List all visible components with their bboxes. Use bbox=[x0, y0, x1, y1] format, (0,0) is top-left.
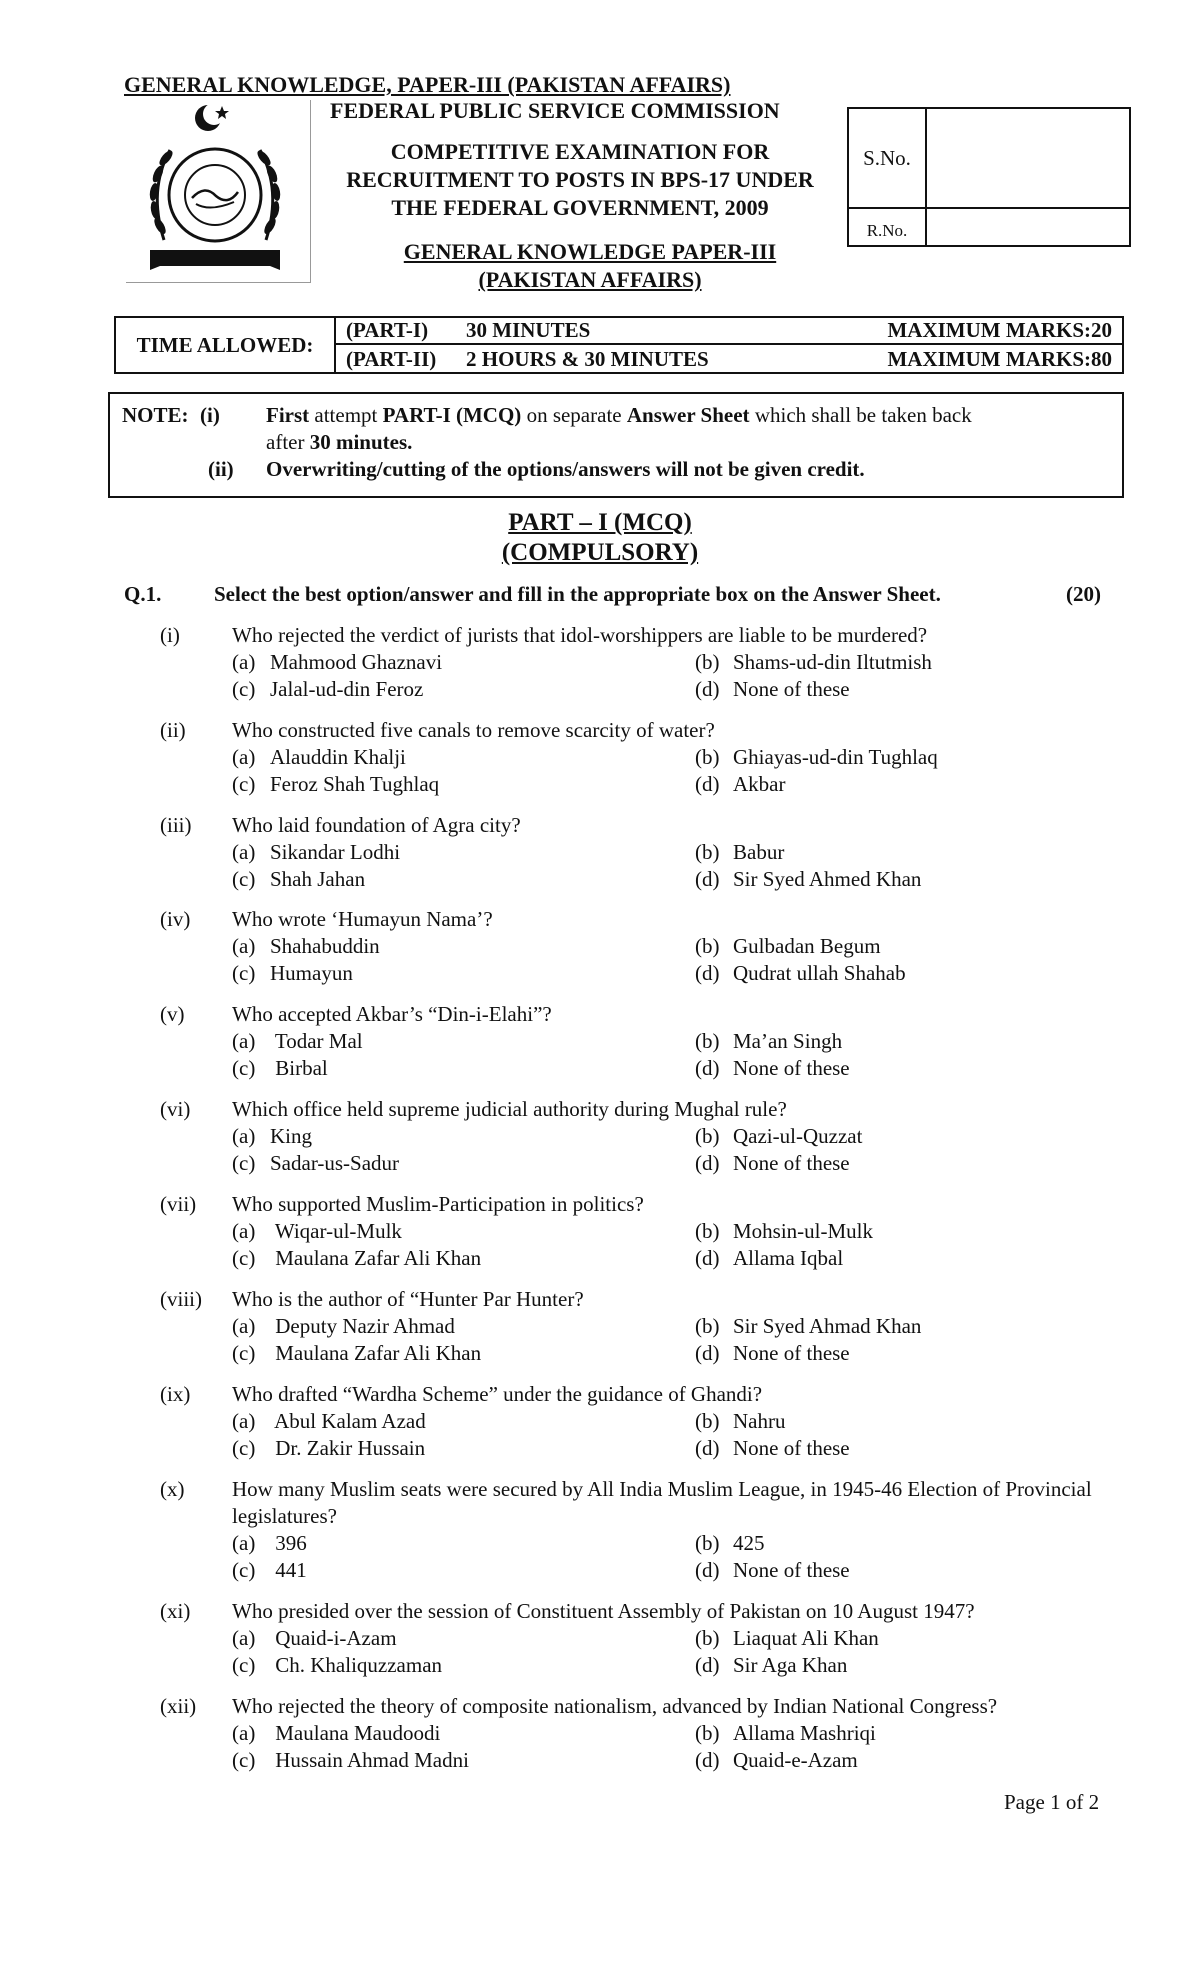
time-allowed-table bbox=[114, 316, 1124, 374]
option-letter: (d) bbox=[695, 1748, 720, 1772]
question-roman-numeral: (viii) bbox=[160, 1287, 202, 1311]
option-letter: (a) bbox=[232, 1124, 256, 1148]
option-text: Nahru bbox=[733, 1409, 786, 1433]
time-duration: 2 HOURS & 30 MINUTES bbox=[466, 347, 709, 371]
option-a bbox=[232, 649, 442, 676]
option-letter: (b) bbox=[695, 1721, 720, 1745]
part-title bbox=[0, 508, 1200, 568]
option-text: Humayun bbox=[270, 961, 353, 985]
question-roman-numeral: (i) bbox=[160, 623, 180, 647]
option-letter: (a) bbox=[232, 745, 256, 769]
option-c bbox=[232, 1652, 442, 1679]
option-text: 396 bbox=[270, 1531, 307, 1555]
option-text: Allama Iqbal bbox=[733, 1246, 844, 1270]
option-letter: (d) bbox=[695, 1436, 720, 1460]
note-item-1: First attempt PART-I (MCQ) on separate Answer Sheet which shall be taken back bbox=[266, 403, 972, 427]
option-a bbox=[232, 744, 406, 771]
option-letter: (b) bbox=[695, 1219, 720, 1243]
option-c bbox=[232, 866, 365, 893]
question-text: Who laid foundation of Agra city? bbox=[232, 813, 521, 837]
question-marks: (20) bbox=[1066, 582, 1101, 606]
option-letter: (b) bbox=[695, 934, 720, 958]
option-b bbox=[695, 1530, 765, 1557]
comp-line-2: RECRUITMENT TO POSTS IN BPS-17 UNDER bbox=[346, 167, 814, 192]
question-roman-numeral: (vii) bbox=[160, 1192, 197, 1216]
option-d bbox=[695, 676, 850, 703]
option-a bbox=[232, 1218, 402, 1245]
option-letter: (d) bbox=[695, 772, 720, 796]
question-text: How many Muslim seats were secured by All India Muslim League, in 1945-46 Election of Provincial legislatures? bbox=[232, 1477, 1092, 1528]
option-c bbox=[232, 1245, 481, 1272]
option-letter: (a) bbox=[232, 650, 256, 674]
option-letter: (b) bbox=[695, 1029, 720, 1053]
option-text: Quaid-e-Azam bbox=[733, 1748, 858, 1772]
option-letter: (a) bbox=[232, 1314, 256, 1338]
option-text: Alauddin Khalji bbox=[270, 745, 406, 769]
question-text: Who constructed five canals to remove scarcity of water? bbox=[232, 718, 715, 742]
option-text: Sir Syed Ahmad Khan bbox=[733, 1314, 922, 1338]
option-letter: (c) bbox=[232, 1748, 256, 1772]
option-letter: (a) bbox=[232, 1409, 256, 1433]
question-text: Who rejected the verdict of jurists that idol-worshippers are liable to be murdered? bbox=[232, 623, 928, 647]
option-text: 441 bbox=[270, 1558, 307, 1582]
option-letter: (d) bbox=[695, 1653, 720, 1677]
option-b bbox=[695, 744, 938, 771]
question-roman-numeral: (xi) bbox=[160, 1599, 191, 1623]
note-item-number: (ii) bbox=[208, 457, 234, 481]
option-text: Gulbadan Begum bbox=[733, 934, 881, 958]
option-b bbox=[695, 1625, 879, 1652]
option-a bbox=[232, 1028, 363, 1055]
option-text: Shah Jahan bbox=[270, 867, 366, 891]
option-letter: (a) bbox=[232, 1626, 256, 1650]
question-roman-numeral: (xii) bbox=[160, 1694, 197, 1718]
roll-number-label: R.No. bbox=[849, 209, 927, 245]
note-label: NOTE: bbox=[122, 403, 189, 427]
option-b bbox=[695, 839, 784, 866]
option-text: Quaid-i-Azam bbox=[270, 1626, 397, 1650]
option-a bbox=[232, 839, 400, 866]
time-max-marks: MAXIMUM MARKS:80 bbox=[887, 347, 1112, 371]
option-letter: (c) bbox=[232, 1558, 256, 1582]
serial-number-label: S.No. bbox=[849, 109, 927, 209]
question-roman-numeral: (v) bbox=[160, 1002, 185, 1026]
option-text: Mohsin-ul-Mulk bbox=[733, 1219, 874, 1243]
option-b bbox=[695, 649, 932, 676]
option-text: Wiqar-ul-Mulk bbox=[270, 1219, 402, 1243]
note-item-2: Overwriting/cutting of the options/answers will not be given credit. bbox=[266, 457, 865, 481]
fpsc-emblem-icon bbox=[130, 100, 300, 278]
option-b bbox=[695, 1720, 876, 1747]
option-c bbox=[232, 1150, 399, 1177]
question-roman-numeral: (ix) bbox=[160, 1382, 191, 1406]
question-roman-numeral: (x) bbox=[160, 1477, 185, 1501]
option-letter: (a) bbox=[232, 1219, 256, 1243]
time-row bbox=[336, 346, 1122, 373]
option-letter: (d) bbox=[695, 1151, 720, 1175]
option-a bbox=[232, 1625, 397, 1652]
option-b bbox=[695, 1408, 785, 1435]
commission-name: FEDERAL PUBLIC SERVICE COMMISSION bbox=[330, 98, 780, 123]
option-text: Liaquat Ali Khan bbox=[733, 1626, 879, 1650]
option-text: Babur bbox=[733, 840, 785, 864]
serial-roll-box bbox=[847, 107, 1131, 247]
option-text: Todar Mal bbox=[270, 1029, 363, 1053]
option-letter: (d) bbox=[695, 1341, 720, 1365]
option-text: Sadar-us-Sadur bbox=[270, 1151, 400, 1175]
option-a bbox=[232, 1530, 307, 1557]
option-text: Maulana Zafar Ali Khan bbox=[270, 1246, 482, 1270]
option-letter: (b) bbox=[695, 1531, 720, 1555]
option-letter: (b) bbox=[695, 840, 720, 864]
question-text: Which office held supreme judicial authority during Mughal rule? bbox=[232, 1097, 787, 1121]
option-text: Abul Kalam Azad bbox=[270, 1409, 426, 1433]
option-letter: (c) bbox=[232, 1436, 256, 1460]
time-part: (PART-I) bbox=[346, 318, 429, 342]
option-text: None of these bbox=[733, 1056, 850, 1080]
option-text: Hussain Ahmad Madni bbox=[270, 1748, 469, 1772]
option-d bbox=[695, 1055, 850, 1082]
option-c bbox=[232, 1340, 481, 1367]
option-d bbox=[695, 771, 785, 798]
option-letter: (a) bbox=[232, 1531, 256, 1555]
question-roman-numeral: (iv) bbox=[160, 907, 191, 931]
question-text: Who wrote ‘Humayun Nama’? bbox=[232, 907, 493, 931]
question-text: Who rejected the theory of composite nationalism, advanced by Indian National Congress? bbox=[232, 1694, 998, 1718]
option-c bbox=[232, 1055, 328, 1082]
option-text: Feroz Shah Tughlaq bbox=[270, 772, 440, 796]
option-text: None of these bbox=[733, 677, 850, 701]
option-text: 425 bbox=[733, 1531, 765, 1555]
option-letter: (b) bbox=[695, 1626, 720, 1650]
time-part: (PART-II) bbox=[346, 347, 437, 371]
option-text: Shahabuddin bbox=[270, 934, 380, 958]
option-b bbox=[695, 1218, 873, 1245]
option-text: Ch. Khaliquzzaman bbox=[270, 1653, 443, 1677]
fpsc-logo-frame bbox=[126, 100, 311, 283]
option-c bbox=[232, 960, 353, 987]
comp-line-1: COMPETITIVE EXAMINATION FOR bbox=[390, 139, 770, 164]
main-heading: GENERAL KNOWLEDGE, PAPER-III (PAKISTAN AFFAIRS) bbox=[124, 72, 731, 97]
option-letter: (c) bbox=[232, 1056, 256, 1080]
option-text: Shams-ud-din Iltutmish bbox=[733, 650, 932, 674]
competitive-exam-heading bbox=[320, 138, 840, 222]
paper-line-2: (PAKISTAN AFFAIRS) bbox=[478, 267, 702, 292]
option-d bbox=[695, 1245, 843, 1272]
option-d bbox=[695, 1557, 850, 1584]
note-item-1-continued: after 30 minutes. bbox=[266, 430, 413, 454]
question-text: Who drafted “Wardha Scheme” under the guidance of Ghandi? bbox=[232, 1382, 763, 1406]
question-text: Who presided over the session of Constituent Assembly of Pakistan on 10 August 1947? bbox=[232, 1599, 975, 1623]
option-c bbox=[232, 1557, 307, 1584]
option-letter: (a) bbox=[232, 840, 256, 864]
option-letter: (c) bbox=[232, 772, 256, 796]
question-text: Who accepted Akbar’s “Din-i-Elahi”? bbox=[232, 1002, 552, 1026]
option-text: Sikandar Lodhi bbox=[270, 840, 401, 864]
page-number: Page 1 of 2 bbox=[1004, 1790, 1100, 1814]
question-text: Who supported Muslim-Participation in politics? bbox=[232, 1192, 644, 1216]
option-text: Dr. Zakir Hussain bbox=[270, 1436, 426, 1460]
note-box bbox=[108, 392, 1124, 498]
option-letter: (d) bbox=[695, 1246, 720, 1270]
part-title-line-2: (COMPULSORY) bbox=[501, 539, 699, 566]
question-roman-numeral: (vi) bbox=[160, 1097, 191, 1121]
option-d bbox=[695, 960, 906, 987]
option-text: Allama Mashriqi bbox=[733, 1721, 876, 1745]
option-letter: (a) bbox=[232, 1721, 256, 1745]
comp-line-3: THE FEDERAL GOVERNMENT, 2009 bbox=[391, 195, 769, 220]
option-text: Sir Syed Ahmed Khan bbox=[733, 867, 922, 891]
option-d bbox=[695, 1747, 858, 1774]
option-text: None of these bbox=[733, 1151, 850, 1175]
option-letter: (b) bbox=[695, 1314, 720, 1338]
option-letter: (d) bbox=[695, 1558, 720, 1582]
option-c bbox=[232, 676, 423, 703]
paper-title bbox=[330, 238, 850, 294]
option-d bbox=[695, 1435, 850, 1462]
option-letter: (d) bbox=[695, 1056, 720, 1080]
option-letter: (c) bbox=[232, 1151, 256, 1175]
option-a bbox=[232, 1408, 426, 1435]
option-text: Ghiayas-ud-din Tughlaq bbox=[733, 745, 938, 769]
option-b bbox=[695, 1123, 862, 1150]
serial-number-field[interactable] bbox=[927, 109, 1129, 209]
option-text: King bbox=[270, 1124, 312, 1148]
option-d bbox=[695, 1652, 847, 1679]
option-letter: (b) bbox=[695, 745, 720, 769]
paper-line-1: GENERAL KNOWLEDGE PAPER-III bbox=[403, 239, 777, 264]
time-row bbox=[336, 318, 1122, 345]
question-roman-numeral: (ii) bbox=[160, 718, 186, 742]
time-duration: 30 MINUTES bbox=[466, 318, 591, 342]
option-a bbox=[232, 1313, 455, 1340]
option-d bbox=[695, 1340, 850, 1367]
option-d bbox=[695, 1150, 850, 1177]
option-b bbox=[695, 1313, 921, 1340]
option-text: Deputy Nazir Ahmad bbox=[270, 1314, 455, 1338]
option-text: None of these bbox=[733, 1436, 850, 1460]
option-text: Ma’an Singh bbox=[733, 1029, 843, 1053]
option-text: Birbal bbox=[270, 1056, 328, 1080]
option-text: Sir Aga Khan bbox=[733, 1653, 848, 1677]
option-c bbox=[232, 1747, 469, 1774]
option-text: Qazi-ul-Quzzat bbox=[733, 1124, 863, 1148]
time-max-marks: MAXIMUM MARKS:20 bbox=[887, 318, 1112, 342]
option-b bbox=[695, 1028, 842, 1055]
option-text: Maulana Zafar Ali Khan bbox=[270, 1341, 482, 1365]
option-letter: (c) bbox=[232, 1653, 256, 1677]
option-a bbox=[232, 1123, 312, 1150]
option-letter: (b) bbox=[695, 650, 720, 674]
option-letter: (b) bbox=[695, 1409, 720, 1433]
option-c bbox=[232, 1435, 425, 1462]
question-number: Q.1. bbox=[124, 582, 162, 606]
option-letter: (a) bbox=[232, 1029, 256, 1053]
option-letter: (c) bbox=[232, 677, 256, 701]
option-text: Mahmood Ghaznavi bbox=[270, 650, 443, 674]
option-letter: (c) bbox=[232, 961, 256, 985]
option-text: None of these bbox=[733, 1558, 850, 1582]
question-roman-numeral: (iii) bbox=[160, 813, 192, 837]
option-letter: (c) bbox=[232, 1246, 256, 1270]
option-text: Jalal-ud-din Feroz bbox=[270, 677, 424, 701]
option-letter: (d) bbox=[695, 867, 720, 891]
note-item-number: (i) bbox=[200, 403, 220, 427]
option-b bbox=[695, 933, 881, 960]
option-letter: (a) bbox=[232, 934, 256, 958]
option-letter: (d) bbox=[695, 677, 720, 701]
option-letter: (d) bbox=[695, 961, 720, 985]
part-title-line-1: PART – I (MCQ) bbox=[508, 509, 692, 536]
option-text: None of these bbox=[733, 1341, 850, 1365]
option-letter: (c) bbox=[232, 1341, 256, 1365]
option-d bbox=[695, 866, 921, 893]
roll-number-field[interactable] bbox=[927, 209, 1129, 245]
option-letter: (b) bbox=[695, 1124, 720, 1148]
option-c bbox=[232, 771, 439, 798]
option-text: Maulana Maudoodi bbox=[270, 1721, 441, 1745]
option-text: Qudrat ullah Shahab bbox=[733, 961, 906, 985]
question-text: Who is the author of “Hunter Par Hunter? bbox=[232, 1287, 584, 1311]
question-instruction: Select the best option/answer and fill in the appropriate box on the Answer Sheet. bbox=[214, 582, 941, 606]
option-text: Akbar bbox=[733, 772, 786, 796]
time-allowed-label: TIME ALLOWED: bbox=[116, 318, 336, 372]
option-a bbox=[232, 933, 380, 960]
option-letter: (c) bbox=[232, 867, 256, 891]
option-a bbox=[232, 1720, 440, 1747]
